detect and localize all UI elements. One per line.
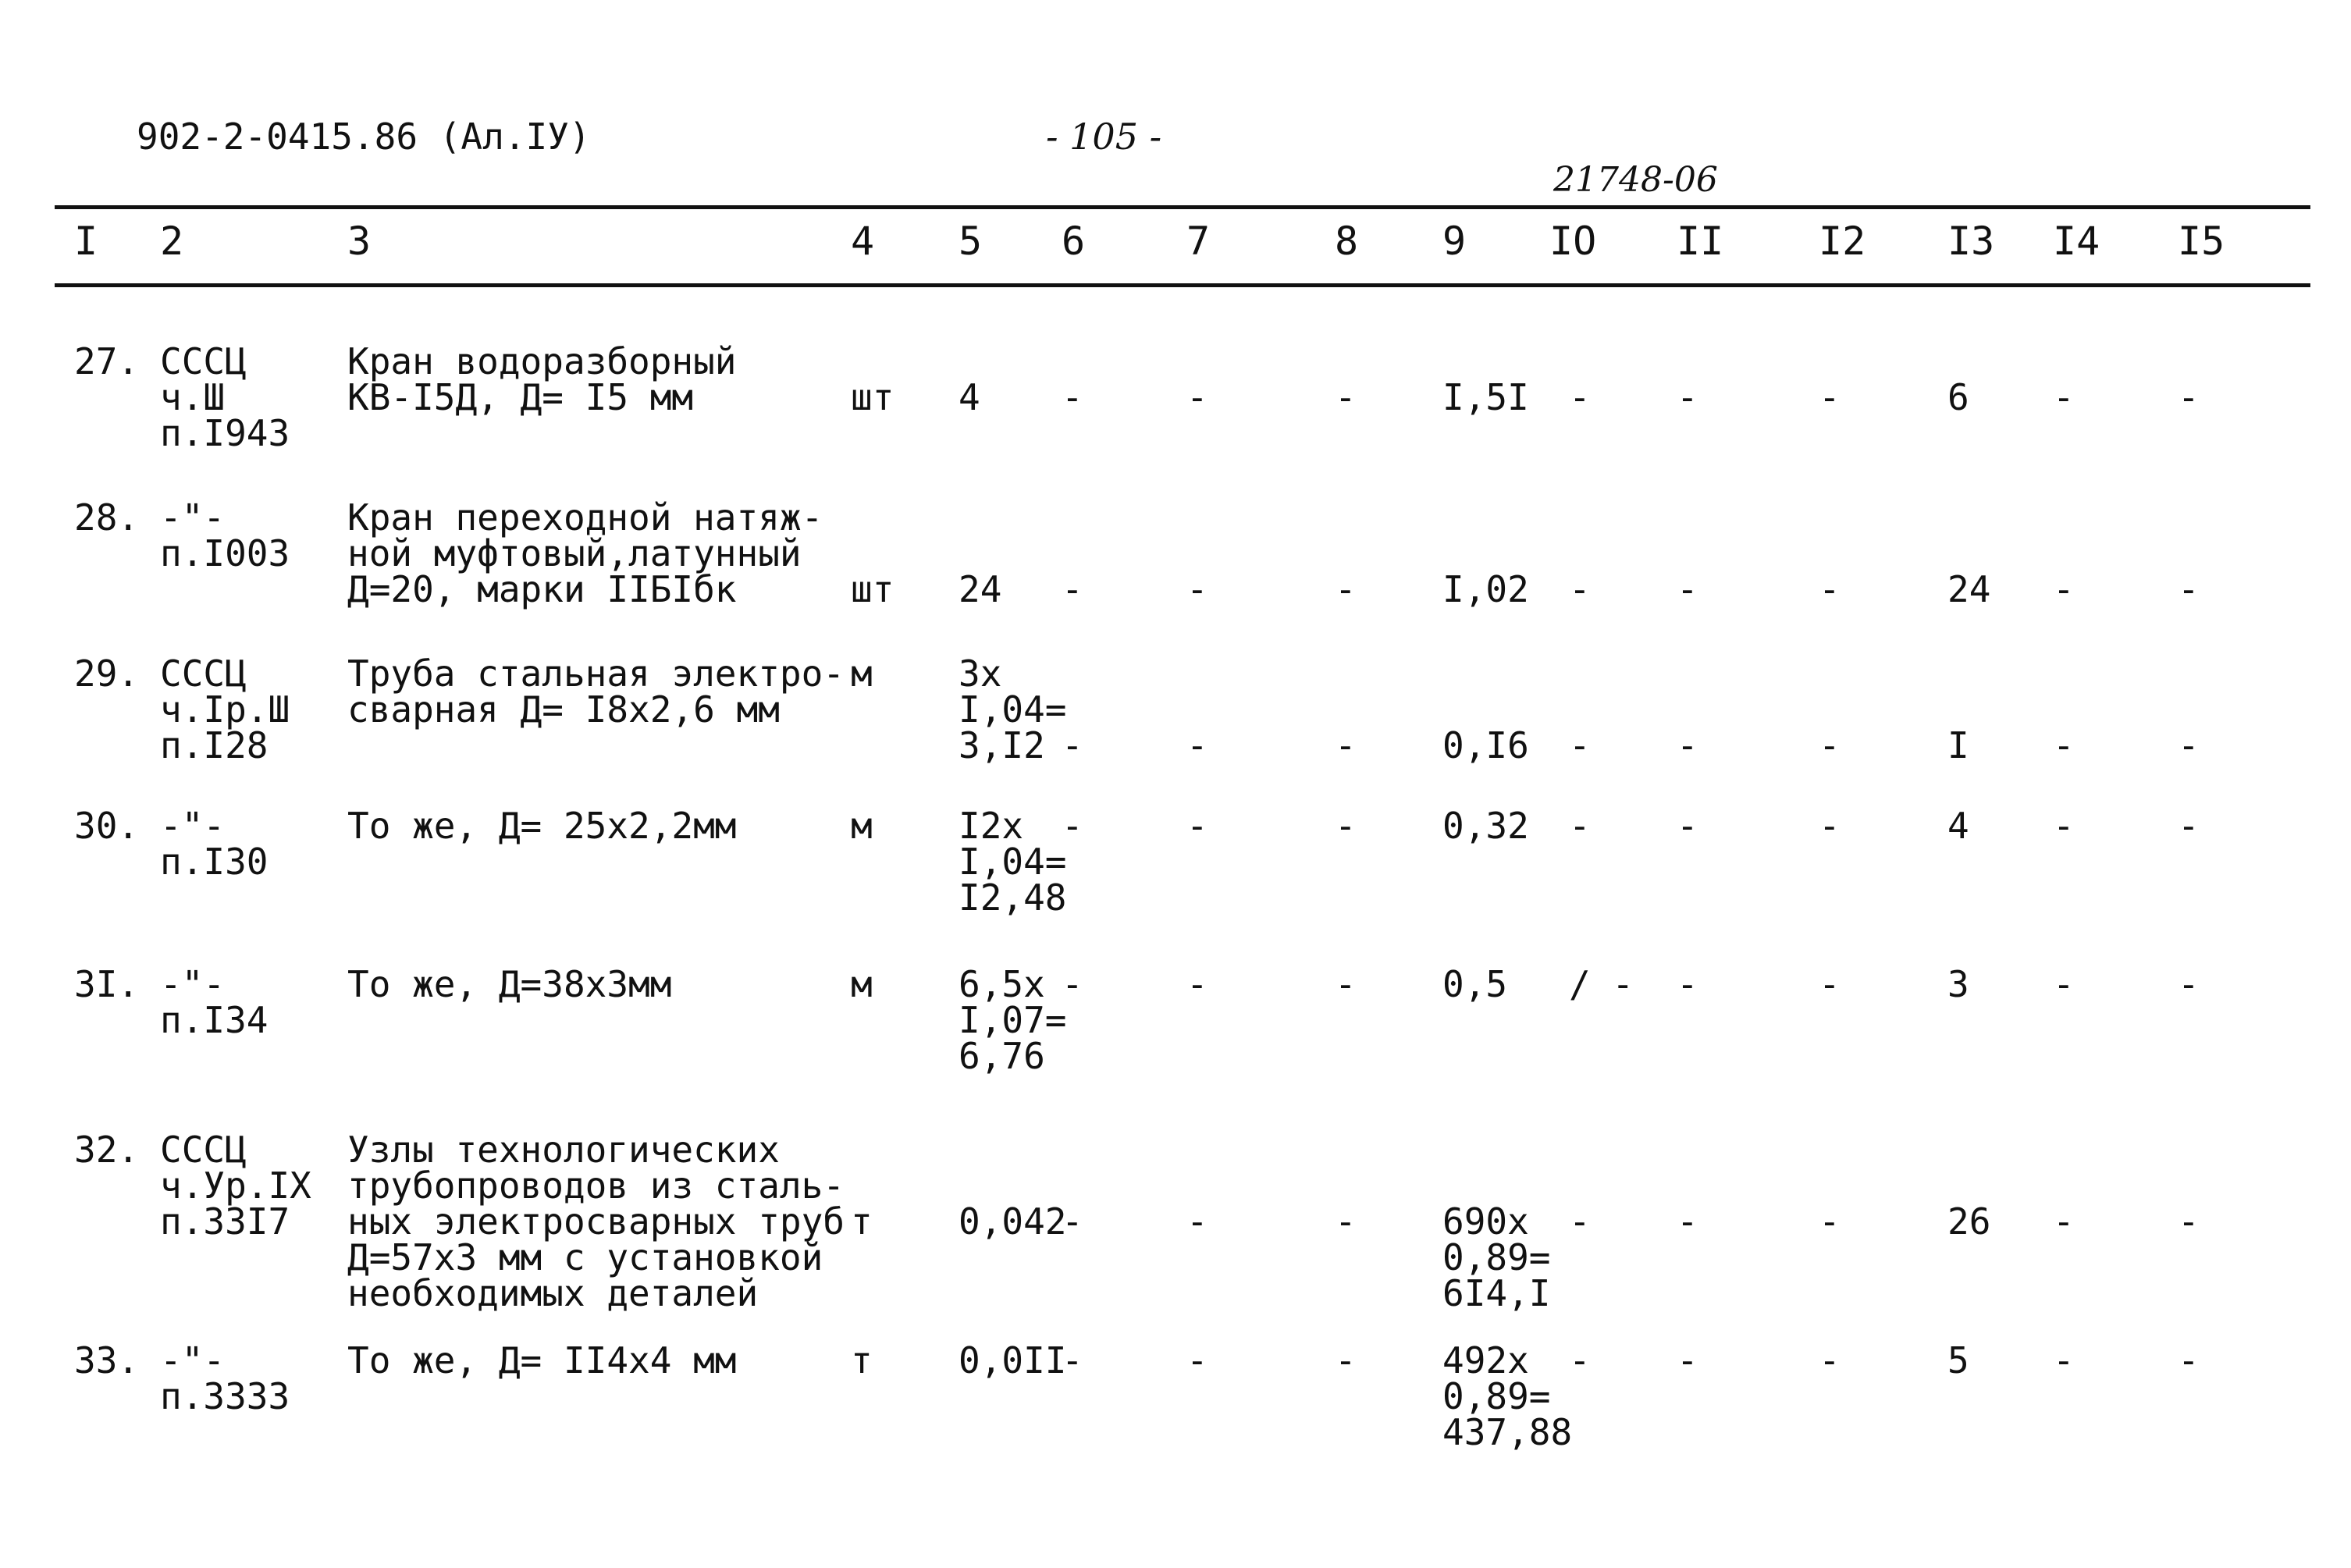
column-number-4: 4: [851, 219, 875, 264]
cell-c6: -: [1062, 724, 1083, 766]
page-number: [1046, 116, 1161, 158]
price-reference: СССЦ ч.Ур.IX п.33I7: [160, 1129, 311, 1243]
cost-value: I,02: [1442, 568, 1529, 610]
cell-c6: -: [1062, 1200, 1083, 1243]
cell-c8: -: [1335, 1339, 1357, 1381]
cell-c6: -: [1062, 805, 1083, 847]
cell-c15: -: [2178, 1200, 2200, 1243]
cell-c15: -: [2178, 963, 2200, 1005]
total-value: 5: [1947, 1339, 1969, 1381]
unit-of-measure: шт: [851, 376, 895, 418]
item-description: То же, Д= II4x4 мм: [347, 1339, 737, 1381]
cell-c6: -: [1062, 1339, 1083, 1381]
cell-c7: -: [1186, 1200, 1208, 1243]
cell-c6: -: [1062, 376, 1083, 418]
cell-c14: -: [2053, 1200, 2075, 1243]
cell-c14: -: [2053, 376, 2075, 418]
column-number-12: I2: [1819, 219, 1866, 264]
column-number-8: 8: [1335, 219, 1359, 264]
cell-c10: -: [1569, 724, 1591, 766]
cell-c11: -: [1677, 376, 1698, 418]
cell-c11: -: [1677, 963, 1698, 1005]
row-number: 3I.: [74, 963, 140, 1005]
cell-c7: -: [1186, 724, 1208, 766]
unit-of-measure: м: [851, 652, 873, 695]
row-number: 32.: [74, 1129, 140, 1171]
cell-c7: -: [1186, 376, 1208, 418]
cell-c10: -: [1569, 1200, 1591, 1243]
row-number: 30.: [74, 805, 140, 847]
price-reference: -"- п.I003: [160, 496, 290, 574]
header-bottom-rule: [55, 283, 2310, 287]
unit-of-measure: шт: [851, 568, 895, 610]
cell-c15: -: [2178, 805, 2200, 847]
cell-c11: -: [1677, 805, 1698, 847]
cell-c11: -: [1677, 1200, 1698, 1243]
cell-c6: -: [1062, 963, 1083, 1005]
document-code: 902-2-0415.86 (Ал.IУ): [137, 116, 591, 158]
cell-c12: -: [1819, 376, 1841, 418]
cell-c10: / -: [1569, 963, 1634, 1005]
cell-c12: -: [1819, 1339, 1841, 1381]
handwritten-stamp: 21748-06: [1553, 160, 1718, 200]
cell-c7: -: [1186, 963, 1208, 1005]
quantity-value: 6,5x I,07= 6,76: [959, 963, 1067, 1077]
cost-value: 0,5: [1442, 963, 1508, 1005]
cell-c7: -: [1186, 805, 1208, 847]
cost-value: I,5I: [1442, 376, 1529, 418]
page-number-text: - 105 -: [1046, 116, 1162, 158]
cell-c14: -: [2053, 1339, 2075, 1381]
price-reference: -"- п.I34: [160, 963, 269, 1041]
cell-c15: -: [2178, 1339, 2200, 1381]
price-reference: СССЦ ч.Iр.Ш п.I28: [160, 652, 290, 766]
cell-c15: -: [2178, 376, 2200, 418]
item-description: Кран переходной натяж- ной муфтовый,латунный Д=20, марки IIБIбк: [347, 496, 823, 610]
cost-value: 690x 0,89= 6I4,I: [1442, 1200, 1551, 1314]
total-value: 3: [1947, 963, 1969, 1005]
quantity-value: 24: [959, 568, 1002, 610]
cell-c15: -: [2178, 568, 2200, 610]
cell-c14: -: [2053, 805, 2075, 847]
price-reference: СССЦ ч.Ш п.I943: [160, 340, 290, 454]
item-description: Узлы технологических трубопроводов из сталь- ных электросварных труб Д=57x3 мм с установкой необходимых деталей: [347, 1129, 845, 1314]
column-number-6: 6: [1062, 219, 1086, 264]
cell-c14: -: [2053, 568, 2075, 610]
total-value: I: [1947, 724, 1969, 766]
total-value: 26: [1947, 1200, 1991, 1243]
row-number: 27.: [74, 340, 140, 382]
total-value: 6: [1947, 376, 1969, 418]
cell-c14: -: [2053, 963, 2075, 1005]
column-number-13: I3: [1947, 219, 1995, 264]
unit-of-measure: т: [851, 1339, 873, 1381]
quantity-value: 4: [959, 376, 980, 418]
unit-of-measure: м: [851, 963, 873, 1005]
header-top-rule: [55, 205, 2310, 209]
cell-c6: -: [1062, 568, 1083, 610]
cell-c14: -: [2053, 724, 2075, 766]
column-number-5: 5: [959, 219, 983, 264]
row-number: 28.: [74, 496, 140, 539]
price-reference: -"- п.3333: [160, 1339, 290, 1417]
unit-of-measure: т: [851, 1200, 873, 1243]
cell-c8: -: [1335, 963, 1357, 1005]
cell-c10: -: [1569, 376, 1591, 418]
price-reference: -"- п.I30: [160, 805, 269, 883]
column-number-15: I5: [2178, 219, 2225, 264]
quantity-value: 0,0II: [959, 1339, 1067, 1381]
cell-c12: -: [1819, 724, 1841, 766]
column-number-14: I4: [2053, 219, 2100, 264]
cell-c8: -: [1335, 724, 1357, 766]
item-description: Труба стальная электро- сварная Д= I8x2,6 мм: [347, 652, 845, 731]
cell-c15: -: [2178, 724, 2200, 766]
column-number-1: I: [74, 219, 98, 264]
total-value: 24: [1947, 568, 1991, 610]
cell-c12: -: [1819, 805, 1841, 847]
cell-c12: -: [1819, 963, 1841, 1005]
quantity-value: I2x I,04= I2,48: [959, 805, 1067, 919]
cell-c7: -: [1186, 1339, 1208, 1381]
cost-value: 492x 0,89= 437,88: [1442, 1339, 1573, 1453]
total-value: 4: [1947, 805, 1969, 847]
column-number-11: II: [1677, 219, 1724, 264]
quantity-value: 0,042: [959, 1200, 1067, 1243]
item-description: То же, Д=38x3мм: [347, 963, 672, 1005]
column-number-2: 2: [160, 219, 184, 264]
column-number-10: IO: [1549, 219, 1597, 264]
cell-c10: -: [1569, 568, 1591, 610]
unit-of-measure: м: [851, 805, 873, 847]
cell-c8: -: [1335, 568, 1357, 610]
cell-c10: -: [1569, 805, 1591, 847]
cell-c8: -: [1335, 805, 1357, 847]
cell-c12: -: [1819, 568, 1841, 610]
cost-value: 0,32: [1442, 805, 1529, 847]
cell-c10: -: [1569, 1339, 1591, 1381]
cell-c11: -: [1677, 568, 1698, 610]
item-description: То же, Д= 25x2,2мм: [347, 805, 737, 847]
cell-c7: -: [1186, 568, 1208, 610]
cost-value: 0,I6: [1442, 724, 1529, 766]
quantity-value: 3x I,04= 3,I2: [959, 652, 1067, 766]
cell-c11: -: [1677, 724, 1698, 766]
item-description: Кран водоразборный КВ-I5Д, Д= I5 мм: [347, 340, 737, 418]
column-number-9: 9: [1442, 219, 1467, 264]
row-number: 33.: [74, 1339, 140, 1381]
cell-c12: -: [1819, 1200, 1841, 1243]
column-number-3: 3: [347, 219, 372, 264]
cell-c8: -: [1335, 376, 1357, 418]
column-number-7: 7: [1186, 219, 1211, 264]
row-number: 29.: [74, 652, 140, 695]
cell-c11: -: [1677, 1339, 1698, 1381]
cell-c8: -: [1335, 1200, 1357, 1243]
